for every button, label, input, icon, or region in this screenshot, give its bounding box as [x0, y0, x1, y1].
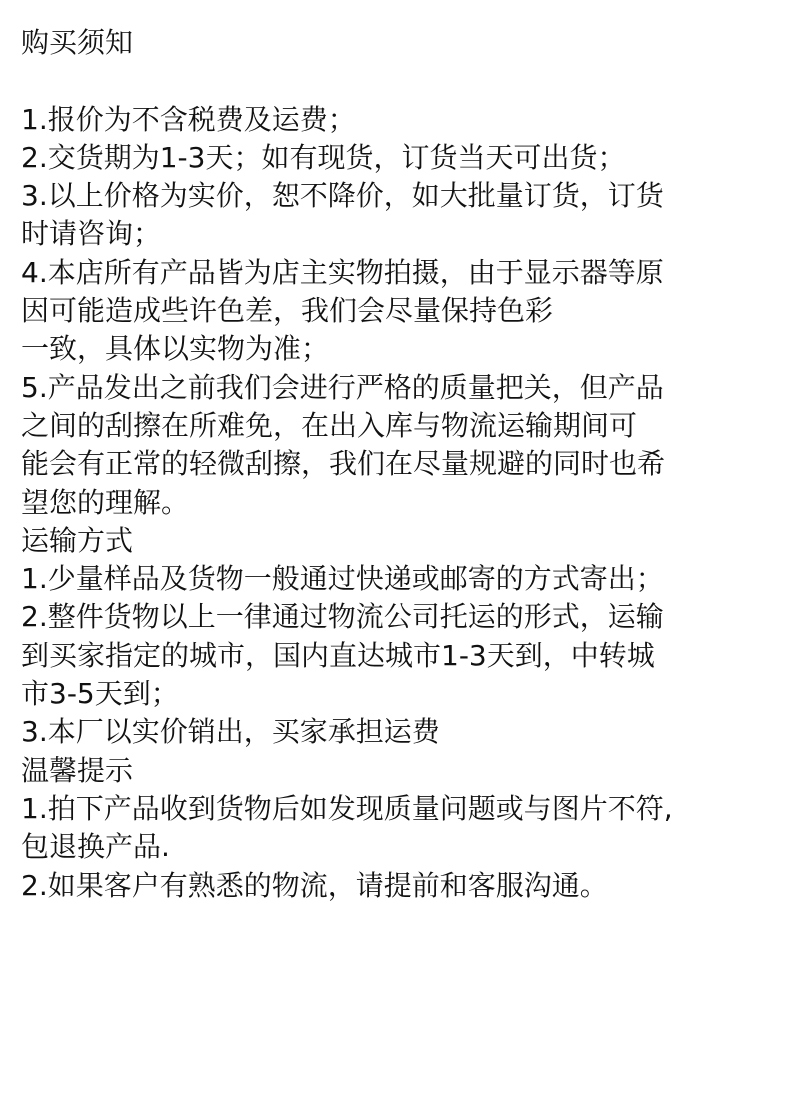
shipping-line: 到买家指定的城市，国内直达城市1-3天到，中转城 [21, 638, 655, 672]
notice-line: 4.本店所有产品皆为店主实物拍摄，由于显示器等原 [21, 255, 664, 289]
notice-line: 3.以上价格为实价，恕不降价，如大批量订货，订货 [21, 179, 664, 213]
shipping-heading: 运输方式 [21, 523, 134, 557]
notice-line: 5.产品发出之前我们会进行严格的质量把关，但产品 [21, 370, 664, 404]
tips-line: 1.拍下产品收到货物后如发现质量问题或与图片不符, [21, 791, 673, 825]
notice-line: 时请咨询； [21, 217, 162, 251]
notice-line: 一致，具体以实物为准； [21, 332, 330, 366]
notice-line: 能会有正常的轻微刮擦，我们在尽量规避的同时也希 [21, 447, 666, 481]
notice-line: 望您的理解。 [21, 485, 190, 519]
tips-line: 2.如果客户有熟悉的物流，请提前和客服沟通。 [21, 868, 608, 902]
document-body [21, 24, 776, 905]
shipping-line: 3.本厂以实价销出，买家承担运费 [21, 715, 440, 749]
shipping-line: 1.少量样品及货物一般通过快递或邮寄的方式寄出； [21, 562, 664, 596]
shipping-line: 2.整件货物以上一律通过物流公司托运的形式，运输 [21, 600, 664, 634]
notice-line: 因可能造成些许色差，我们会尽量保持色彩 [21, 294, 554, 328]
notice-heading: 购买须知 [21, 26, 134, 59]
notice-line: 之间的刮擦在所难免，在出入库与物流运输期间可 [21, 408, 638, 442]
blank-line [21, 62, 776, 100]
shipping-line: 市3-5天到； [21, 677, 179, 711]
tips-line: 包退换产品. [21, 830, 170, 864]
notice-line: 2.交货期为1-3天；如有现货，订货当天可出货； [21, 140, 626, 174]
notice-line: 1.报价为不含税费及运费； [21, 102, 356, 136]
tips-heading: 温馨提示 [21, 753, 134, 787]
